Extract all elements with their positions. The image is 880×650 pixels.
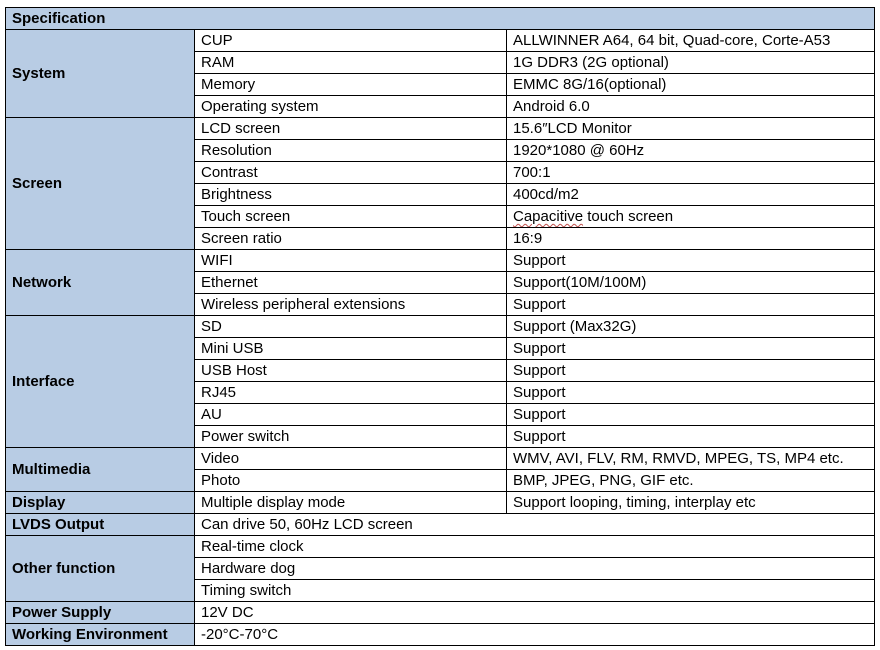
spec-item: Video [195, 448, 507, 470]
spec-value [507, 206, 875, 228]
table-row [6, 118, 875, 140]
table-row [6, 536, 875, 558]
spec-value-suffix: touch screen [583, 208, 674, 225]
spec-value: Support [507, 404, 875, 426]
spec-item: RJ45 [195, 382, 507, 404]
category-network: Network [6, 250, 195, 316]
spec-value: 12V DC [195, 602, 875, 624]
category-power-supply: Power Supply [6, 602, 195, 624]
category-working-environment: Working Environment [6, 624, 195, 646]
category-display: Display [6, 492, 195, 514]
spec-item: Wireless peripheral extensions [195, 294, 507, 316]
table-row [6, 448, 875, 470]
category-screen: Screen [6, 118, 195, 250]
table-row [6, 250, 875, 272]
table-row [6, 316, 875, 338]
spec-value: BMP, JPEG, PNG, GIF etc. [507, 470, 875, 492]
table-row [6, 624, 875, 646]
spec-item: Operating system [195, 96, 507, 118]
spec-item: CUP [195, 30, 507, 52]
category-interface: Interface [6, 316, 195, 448]
spec-item: Hardware dog [195, 558, 875, 580]
spec-value: Can drive 50, 60Hz LCD screen [195, 514, 875, 536]
spec-item: Multiple display mode [195, 492, 507, 514]
spec-value: Support [507, 382, 875, 404]
spec-value: WMV, AVI, FLV, RM, RMVD, MPEG, TS, MP4 etc. [507, 448, 875, 470]
spec-item: Photo [195, 470, 507, 492]
spec-item: Timing switch [195, 580, 875, 602]
spec-value: -20°C-70°C [195, 624, 875, 646]
spec-item: Memory [195, 74, 507, 96]
spec-item: Resolution [195, 140, 507, 162]
spec-value: Support(10M/100M) [507, 272, 875, 294]
spec-value: Support [507, 360, 875, 382]
table-row [6, 602, 875, 624]
spec-item: Screen ratio [195, 228, 507, 250]
spec-value: Support looping, timing, interplay etc [507, 492, 875, 514]
spec-item: Contrast [195, 162, 507, 184]
spec-value: 15.6″LCD Monitor [507, 118, 875, 140]
spec-value: 16:9 [507, 228, 875, 250]
spec-item: WIFI [195, 250, 507, 272]
specification-table [5, 7, 875, 646]
spec-value: Support [507, 250, 875, 272]
spec-item: Touch screen [195, 206, 507, 228]
spec-item: Ethernet [195, 272, 507, 294]
spec-value: Support [507, 294, 875, 316]
spec-value: 1920*1080 @ 60Hz [507, 140, 875, 162]
spec-item: RAM [195, 52, 507, 74]
category-system: System [6, 30, 195, 118]
spec-value: Android 6.0 [507, 96, 875, 118]
table-row [6, 514, 875, 536]
specification-header: Specification [6, 8, 875, 30]
spellcheck-word: Capacitive [513, 208, 584, 225]
spec-item: SD [195, 316, 507, 338]
table-row [6, 30, 875, 52]
spec-value: EMMC 8G/16(optional) [507, 74, 875, 96]
spec-value: Support [507, 338, 875, 360]
spec-value: Support [507, 426, 875, 448]
spec-value: 400cd/m2 [507, 184, 875, 206]
category-lvds-output: LVDS Output [6, 514, 195, 536]
category-multimedia: Multimedia [6, 448, 195, 492]
spec-item: AU [195, 404, 507, 426]
spec-item: Real-time clock [195, 536, 875, 558]
spec-item: Mini USB [195, 338, 507, 360]
table-header-row [6, 8, 875, 30]
spec-value: 1G DDR3 (2G optional) [507, 52, 875, 74]
spec-value: ALLWINNER A64, 64 bit, Quad-core, Corte-A53 [507, 30, 875, 52]
spec-value: Support (Max32G) [507, 316, 875, 338]
spec-item: USB Host [195, 360, 507, 382]
spec-item: LCD screen [195, 118, 507, 140]
spec-item: Brightness [195, 184, 507, 206]
category-other-function: Other function [6, 536, 195, 602]
spec-value: 700:1 [507, 162, 875, 184]
spec-item: Power switch [195, 426, 507, 448]
table-row [6, 492, 875, 514]
